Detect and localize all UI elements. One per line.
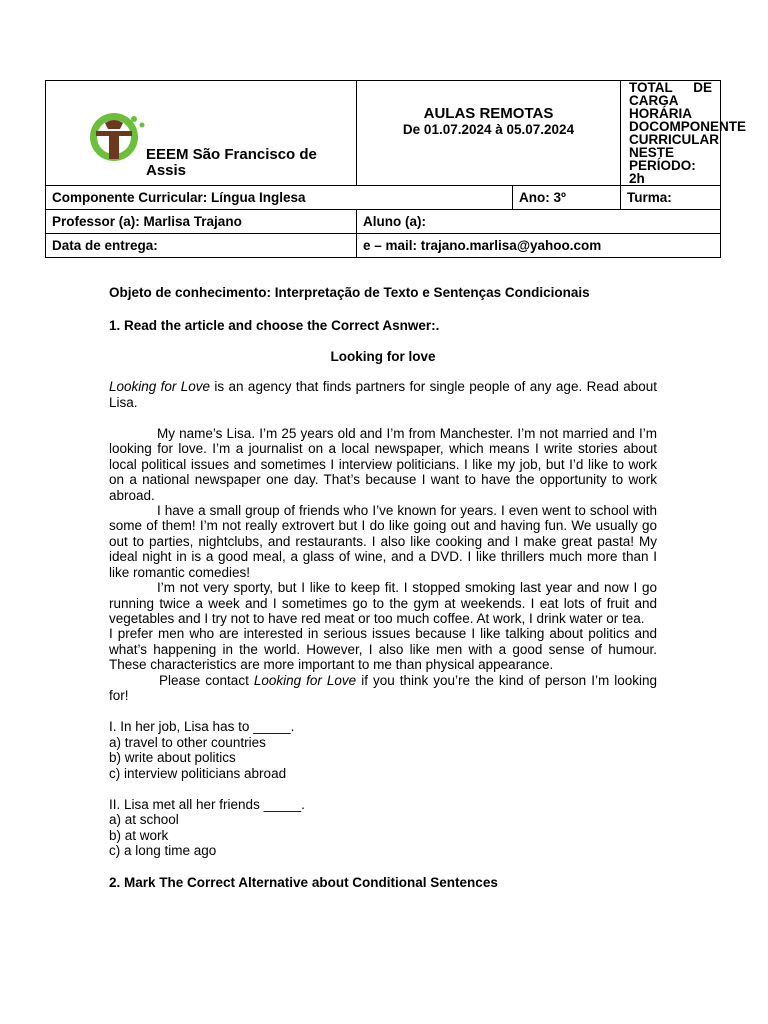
- email: e – mail: trajano.marlisa@yahoo.com: [357, 234, 721, 258]
- question-II-option-a[interactable]: a) at school: [109, 812, 179, 828]
- period-dates: De 01.07.2024 à 05.07.2024: [402, 122, 575, 137]
- question-I-option-b[interactable]: b) write about politics: [109, 750, 236, 766]
- question-2-title: 2. Mark The Correct Alternative about Conditional Sentences: [109, 874, 498, 890]
- p5-start: Please contact: [159, 672, 254, 688]
- question-II-option-c[interactable]: c) a long time ago: [109, 843, 217, 859]
- article-paragraph-3: I’m not very sporty, but I like to keep fit. I stopped smoking last year and now I go running twice a week and I sometimes go to the gym at weekends. I eat lots of fruit and vegetables and I try not to have red meat or too much coffee. At work, I drink water or tea.: [109, 580, 657, 626]
- turma: Turma:: [621, 186, 721, 210]
- objeto-conhecimento: Objeto de conhecimento: Interpretação de Texto e Sentenças Condicionais: [109, 285, 590, 300]
- data-entrega: Data de entrega:: [46, 234, 357, 258]
- header-table: [45, 80, 747, 258]
- question-1-title: 1. Read the article and choose the Correct Asnwer:.: [109, 318, 440, 334]
- article-paragraph-5: [109, 673, 657, 704]
- article-intro: [109, 379, 657, 410]
- aulas-title: AULAS REMOTAS: [423, 105, 554, 122]
- agency-name: Looking for Love: [109, 379, 211, 395]
- question-I-option-c[interactable]: c) interview politicians abroad: [109, 765, 287, 781]
- article-paragraph-1: My name’s Lisa. I’m 25 years old and I’m from Manchester. I’m not married and I’m looking for love. I’m a journalist on a local newspaper, which means I write stories about local political issues and sometimes I interview politicians. I like my job, but I’d like to work on a national newspaper one day. That’s because I want to have the opportunity to work abroad.: [109, 426, 657, 503]
- aulas-cell: [357, 81, 621, 186]
- school-name: EEEM São Francisco de Assis: [146, 146, 317, 179]
- p5-end: if you think you’re the kind of person I’m looking for!: [109, 672, 658, 703]
- school-logo-icon: [82, 109, 152, 165]
- question-I-option-a[interactable]: a) travel to other countries: [109, 734, 266, 750]
- question-I: I. In her job, Lisa has to _____.: [109, 719, 295, 735]
- ano: Ano: 3º: [513, 186, 621, 210]
- professor: Professor (a): Marlisa Trajano: [46, 210, 357, 234]
- p5-agency: Looking for Love: [253, 672, 357, 688]
- school-cell: [46, 81, 357, 186]
- intro-text: is an agency that finds partners for single people of any age. Read about Lisa.: [109, 379, 657, 410]
- article-paragraph-2: I have a small group of friends who I’ve known for years. I even went to school with some of them! I’m not really extrovert but I do like going out and having fun. We usually go out to parties, nightclubs, and restaurants. I also like cooking and I make great pasta! My ideal night in is a good meal, a glass of wine, and a DVD. I like thrillers much more than I like romantic comedies!: [109, 503, 657, 580]
- article-paragraph-4: I prefer men who are interested in serious issues because I like talking about politics and what’s happening in the world. However, I also like men with a good sense of humour. These characteristics are more important to me than physical appearance.: [109, 626, 657, 673]
- article-title: Looking for love: [330, 348, 436, 364]
- question-II: II. Lisa met all her friends _____.: [109, 796, 305, 812]
- aluno: Aluno (a):: [357, 210, 721, 234]
- question-II-option-b[interactable]: b) at work: [109, 827, 169, 843]
- carga-horaria: TOTAL DE CARGA HORÁRIA DOCOMPONENTE CURRICULAR NESTE PERÍODO: 2h: [621, 81, 721, 186]
- worksheet-content: [109, 285, 657, 890]
- componente-curricular: Componente Curricular: Língua Inglesa: [46, 186, 513, 210]
